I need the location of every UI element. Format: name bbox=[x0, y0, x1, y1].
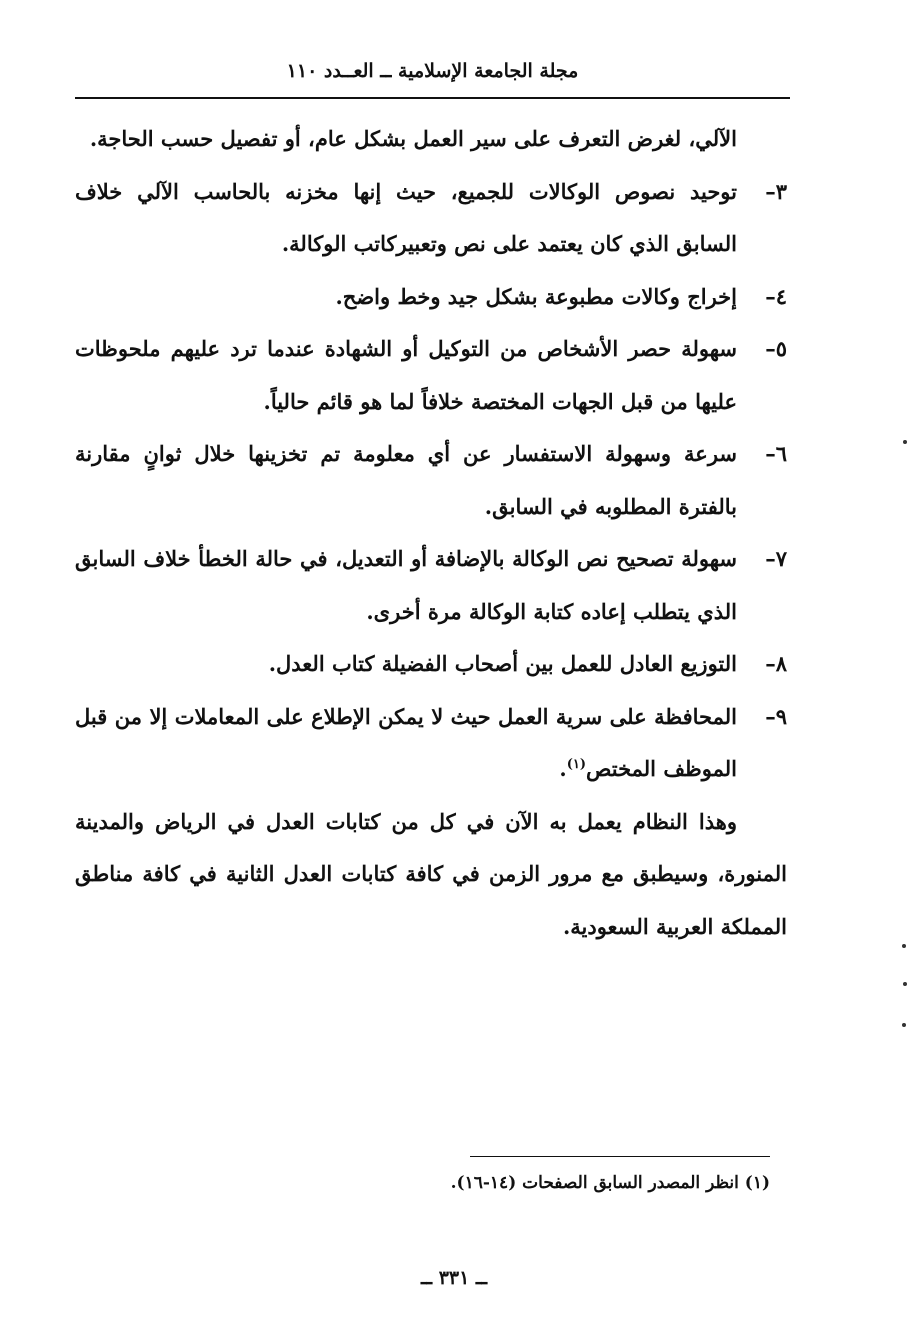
list-item-number: ٧– bbox=[765, 546, 787, 571]
list-item bbox=[75, 166, 787, 271]
list-item-text: سرعة وسهولة الاستفسار عن أي معلومة تم تخزينها خلال ثوانٍ مقارنة بالفترة المطلوبه في السابق. bbox=[75, 441, 737, 519]
scan-margin-mark bbox=[902, 1023, 906, 1027]
footnote: (١) انظر المصدر السابق الصفحات (١٤-١٦). bbox=[450, 1173, 770, 1193]
list-item-number: ٦– bbox=[765, 441, 787, 466]
page-number: ــ ٣٣١ ــ bbox=[420, 1267, 488, 1289]
running-header: مجلة الجامعة الإسلامية ــ العــدد ١١٠ bbox=[286, 60, 579, 82]
list-item-number: ٨– bbox=[765, 651, 787, 676]
scan-margin-mark bbox=[902, 944, 906, 948]
footnote-reference-mark[interactable]: (١) bbox=[566, 757, 587, 772]
header-rule bbox=[75, 97, 790, 99]
list-item-number: ٩– bbox=[765, 703, 787, 729]
list-item-text: سهولة تصحيح نص الوكالة بالإضافة أو التعديل، في حالة الخطأ خلاف السابق الذي يتطلب إعاده كتابة الوكالة مرة أخرى. bbox=[75, 546, 737, 624]
list-item-text: المحافظة على سرية العمل حيث لا يمكن الإطلاع على المعاملات إلا من قبل الموظف المختص bbox=[75, 703, 737, 781]
lead-paragraph: الآلي، لغرض التعرف على سير العمل بشكل عام، أو تفصيل حسب الحاجة. bbox=[89, 126, 737, 151]
list-item bbox=[75, 691, 787, 796]
main-text bbox=[75, 113, 787, 953]
footnote-rule bbox=[470, 1156, 770, 1157]
list-item bbox=[75, 271, 787, 324]
list-item-number: ٣– bbox=[765, 178, 787, 204]
list-item-number: ٥– bbox=[765, 336, 787, 361]
list-item bbox=[75, 533, 787, 638]
list-item-text-wrapper bbox=[75, 691, 737, 796]
list-item-text: توحيد نصوص الوكالات للجميع، حيث إنها مخزنه بالحاسب الآلي خلاف السابق الذي كان يعتمد على نص وتعبيركاتب الوكالة. bbox=[75, 178, 737, 256]
list-item-text: التوزيع العادل للعمل بين أصحاب الفضيلة كتاب العدل. bbox=[268, 651, 737, 676]
list-item bbox=[75, 638, 787, 691]
list-item-number: ٤– bbox=[765, 283, 787, 309]
list-item-text: إخراج وكالات مطبوعة بشكل جيد وخط واضح. bbox=[335, 283, 737, 309]
list-item-end-punctuation: . bbox=[559, 756, 567, 781]
list-item-text: سهولة حصر الأشخاص من التوكيل أو الشهادة عندما ترد عليهم ملحوظات عليها من قبل الجهات المختصة خلافاً لما هو قائم حالياً. bbox=[75, 336, 737, 414]
scan-margin-mark bbox=[903, 440, 907, 444]
scan-margin-mark bbox=[903, 982, 907, 986]
closing-paragraph: وهذا النظام يعمل به الآن في كل من كتابات العدل في الرياض والمدينة المنورة، وسيطبق مع مرور الزمن في كافة كتابات العدل الثانية في كافة مناطق المملكة العربية السعودية. bbox=[75, 808, 787, 939]
list-item bbox=[75, 428, 787, 533]
list-item bbox=[75, 323, 787, 428]
